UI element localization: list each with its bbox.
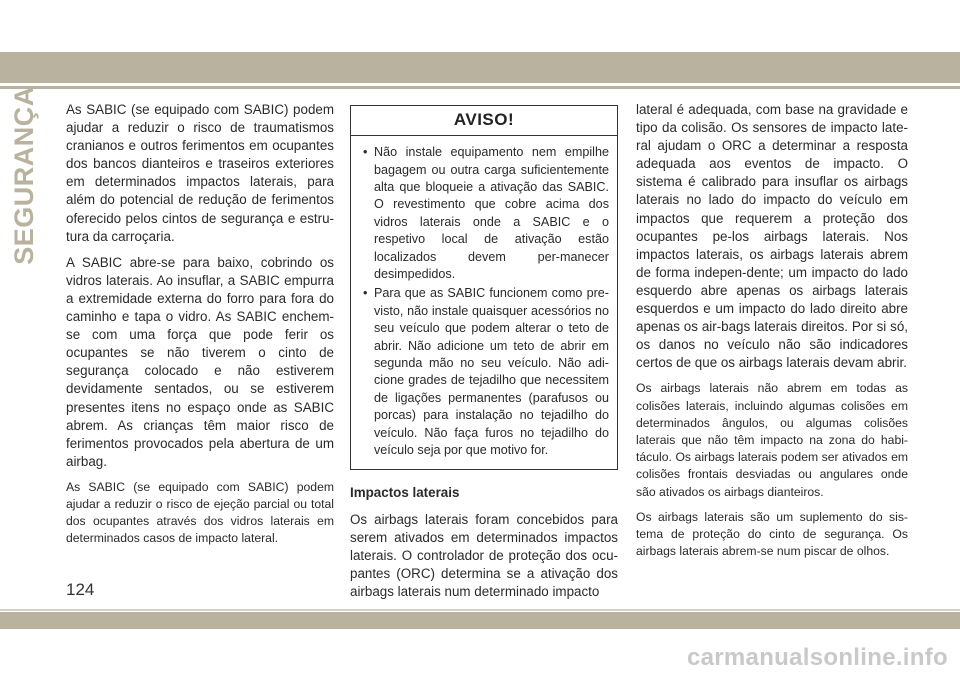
header-rule bbox=[0, 86, 960, 89]
page-number: 124 bbox=[66, 580, 95, 599]
warning-title: AVISO! bbox=[351, 106, 617, 136]
warning-item-text: Não instale equipamento nem empilhe bagagem ou outra carga suficientemente alta que bloqueie a ativação das SABIC. O revestimento que cobre acima dos vidros laterais onde a SABIC e o respetivo local de ativação estão localizados devem per-manecer desimpedidos. bbox=[374, 145, 609, 281]
warning-box bbox=[350, 105, 618, 470]
footer-rule bbox=[0, 609, 960, 611]
section-heading: Impactos laterais bbox=[350, 485, 460, 501]
paragraph: Os airbags laterais foram concebidos para serem ativados em determinados impactos laterais. O controlador de proteção dos ocu-pantes (ORC) determina se a ativação dos airbags laterais num determinado impacto bbox=[350, 511, 618, 599]
footer-band bbox=[0, 612, 960, 629]
paragraph: Os airbags laterais são um suplemento do sis-tema de proteção do cinto de segurança. Os airbags laterais abrem-se num piscar de olhos. bbox=[636, 509, 908, 559]
header-band bbox=[0, 52, 960, 83]
column-right bbox=[636, 101, 908, 568]
paragraph: As SABIC (se equipado com SABIC) podem ajudar a reduzir o risco de traumatismos cranianos e outros ferimentos em ocupantes dos bancos dianteiros e traseiros exteriores em determinados impactos laterais, para além do potencial de redução de ferimentos oferecido pelos cintos de segurança e estru-tura da carroçaria. bbox=[66, 102, 334, 244]
paragraph: A SABIC abre-se para baixo, cobrindo os vidros laterais. Ao insuflar, a SABIC empurra a extremidade externa do forro para fora do caminho e tapa o vidro. As SABIC enchem-se com uma força que pode ferir os ocupantes se não tiverem o cinto de segurança colocado e não estiverem devidamente sentados, ou se estiverem presentes itens no espaço onde as SABIC abrem. As crianças têm maior risco de ferimentos provocados pela abertura de um airbag. bbox=[66, 254, 334, 469]
column-left bbox=[66, 101, 334, 556]
bullet-icon: • bbox=[363, 145, 368, 160]
paragraph: As SABIC (se equipado com SABIC) podem ajudar a reduzir o risco de ejeção parcial ou total dos ocupantes através dos vidros laterais em determinados casos de impacto lateral. bbox=[66, 479, 334, 546]
bullet-icon: • bbox=[363, 286, 368, 301]
paragraph: lateral é adequada, com base na gravidade e tipo da colisão. Os sensores de impacto late-ral ajudam o ORC a determinar a resposta adequada aos eventos de impacto. O sistema é calibrado para insuflar os airbags laterais no lado do impacto do veículo em impactos que requerem a proteção dos ocupantes pe-los airbags laterais. Nos impactos laterais, os airbags laterais abrem de forma indepen-dente; um impacto do lado esquerdo abre apenas os airbags laterais esquerdos e um impacto do lado direito abre apenas os air-bags laterais direitos. Por si só, os danos no veículo não são indicadores certos de que os airbags laterais devam abrir. bbox=[636, 102, 908, 371]
warning-item-text: Para que as SABIC funcionem como pre-visto, não instale quaisquer acessórios no seu veículo que podem alterar o teto de abrir. Não adicione um teto de abrir em segunda mão no seu veículo. Não adi-cione grades de tejadilho que necessitem de ligações permanentes (parafusos ou porcas) para instalação no tejadilho do veículo. Não faça furos no tejadilho do veículo seja por que motivo for. bbox=[374, 286, 609, 457]
column-middle bbox=[350, 101, 618, 609]
warning-list bbox=[351, 136, 617, 469]
warning-item bbox=[363, 285, 609, 459]
watermark: carmanualsonline.info bbox=[686, 644, 948, 671]
paragraph: Os airbags laterais não abrem em todas as colisões laterais, incluindo algumas colisões em determinados ângulos, ou algumas colisões laterais que não têm impacto na zona do habi-táculo. Os airbags laterais podem ser ativados em colisões frontais desviadas ou angulares onde são ativados os airbags dianteiros. bbox=[636, 381, 908, 499]
section-side-tab-label: SEGURANÇA bbox=[8, 85, 39, 265]
warning-item bbox=[363, 144, 609, 283]
section-side-tab bbox=[6, 85, 42, 265]
